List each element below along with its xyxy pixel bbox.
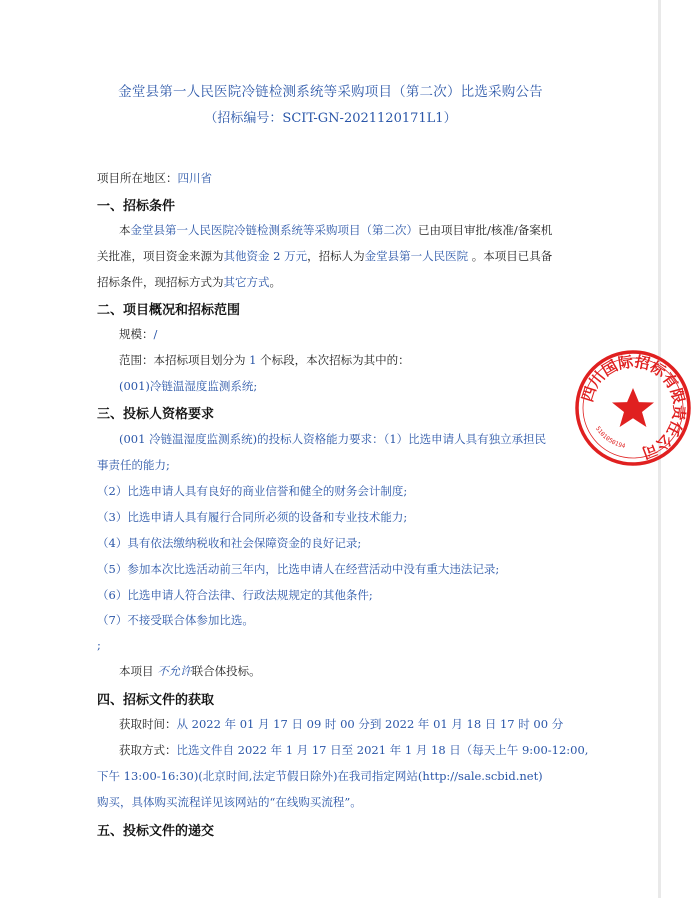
section-1-heading: 一、招标条件 (97, 199, 176, 214)
acquire-method-line-1: 获取方式：比选文件自 2022 年 1 月 17 日至 2021 年 1 月 18 日（每天上午 9:00-12:00, (119, 743, 589, 757)
scale-line: 规模：/ (119, 327, 158, 341)
semicolon-line: ; (97, 638, 101, 652)
requirement-item: （3）比选申请人具有履行合同所必须的设备和专业技术能力; (97, 510, 408, 524)
region-label: 项目所在地区： (97, 171, 178, 185)
section-4-heading: 四、招标文件的获取 (97, 693, 215, 708)
acquire-method-line-3: 购买，具体购买流程详见该网站的“在线购买流程”。 (97, 795, 362, 809)
requirement-item: （4）具有依法缴纳税收和社会保障资金的良好记录; (97, 536, 362, 550)
scope-line: 范围：本招标项目划分为 1 个标段，本次招标为其中的： (119, 353, 410, 367)
page-title: 金堂县第一人民医院冷链检测系统等采购项目（第二次）比选采购公告 (118, 84, 543, 100)
requirement-item: （7）不接受联合体参加比选。 (97, 613, 254, 627)
acquire-time-line: 获取时间：从 2022 年 01 月 17 日 09 时 00 分到 2022 年 01 月 18 日 17 时 00 分 (119, 717, 564, 731)
requirement-item: （2）比选申请人具有良好的商业信誉和健全的财务会计制度; (97, 484, 408, 498)
section-2-heading: 二、项目概况和招标范围 (97, 303, 241, 318)
company-seal-stamp (573, 348, 693, 468)
requirement-line-1: (001 冷链温湿度监测系统)的投标人资格能力要求：（1）比选申请人具有独立承担民 (119, 432, 547, 446)
requirement-line-2: 事责任的能力; (97, 458, 170, 472)
joint-bid-line: 本项目 不允许联合体投标。 (119, 664, 261, 678)
seal-text: 四川国际招标有限责任公司 (578, 352, 689, 463)
section-1-line-2: 关批准，项目资金来源为其他资金 2 万元，招标人为金堂县第一人民医院 。本项目已具备 (97, 249, 553, 263)
section-1-line-3: 招标条件，现招标方式为其它方式。 (97, 275, 281, 289)
requirement-item: （5）参加本次比选活动前三年内，比选申请人在经营活动中没有重大违法记录; (97, 562, 500, 576)
section-1-line-1: 本金堂县第一人民医院冷链检测系统等采购项目（第二次）已由项目审批/核准/备案机 (119, 223, 553, 237)
region-value: 四川省 (177, 171, 212, 185)
requirement-item: （6）比选申请人符合法律、行政法规规定的其他条件; (97, 588, 373, 602)
seal-star-icon (612, 388, 654, 427)
section-3-heading: 三、投标人资格要求 (97, 407, 215, 422)
lot-line: (001)冷链温湿度监测系统; (119, 379, 258, 393)
project-region (97, 170, 212, 186)
seal-number: 5101050194 (593, 425, 626, 451)
acquire-method-line-2: 下午 13:00-16:30)(北京时间,法定节假日除外)在我司指定网站(http://sale.scbid.net) (97, 769, 543, 783)
tender-number: （招标编号：SCIT-GN-2021120171L1） (204, 111, 457, 126)
section-5-heading: 五、投标文件的递交 (97, 824, 215, 839)
